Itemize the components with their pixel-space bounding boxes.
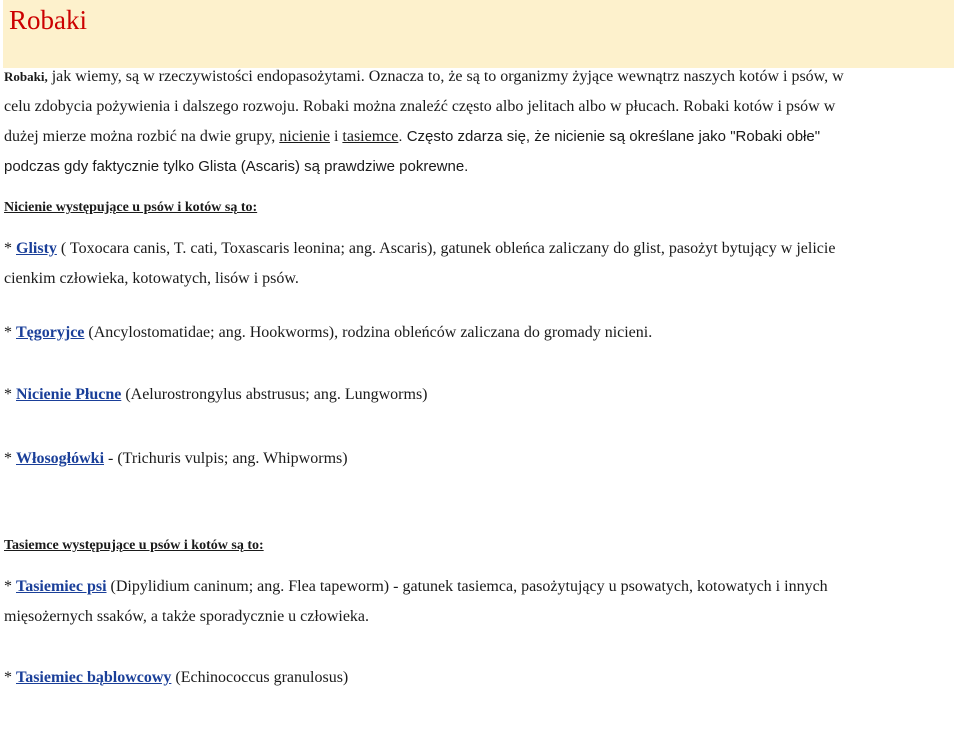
- bullet: *: [4, 386, 16, 403]
- item-text: (Echinococcus granulosus): [171, 669, 349, 686]
- list-item-wlosoglowki: [4, 444, 950, 474]
- link-tasiemiec-psi[interactable]: Tasiemiec psi: [16, 578, 107, 595]
- item-text: ( Toxocara canis, T. cati, Toxascaris leonina; ang. Ascaris), gatunek obleńca zaliczany do glist, pasożyt bytujący w jelicie: [56, 240, 836, 257]
- item-text: - (Trichuris vulpis; ang. Whipworms): [104, 450, 348, 467]
- bullet: *: [4, 578, 16, 595]
- item-text: (Dipylidium caninum; ang. Flea tapeworm) - gatunek tasiemca, pasożytujący u psowatych, kotowatych i innych: [106, 578, 828, 595]
- bullet: *: [4, 450, 16, 467]
- link-tasiemiec-bablowcowy[interactable]: Tasiemiec bąblowcowy: [16, 669, 172, 686]
- item-text-cont: cienkim człowieka, kotowatych, lisów i psów.: [4, 270, 299, 287]
- link-nicienie[interactable]: nicienie: [279, 128, 330, 145]
- intro-lead: Robaki,: [4, 69, 48, 84]
- bullet: *: [4, 669, 16, 686]
- intro-text-1: jak wiemy, są w rzeczywistości endopasożytami. Oznacza to, że są to organizmy żyjące wewnątrz naszych kotów i psów, w: [47, 68, 844, 85]
- list-item-tasiemiec-bablowcowy: [4, 663, 950, 693]
- list-item-nicienie-plucne: [4, 380, 950, 410]
- link-glisty[interactable]: Glisty: [16, 240, 57, 257]
- list-item-tasiemiec-psi: [4, 572, 950, 632]
- intro-text-4: podczas gdy faktycznie tylko Glista (Ascaris) są prawdziwe pokrewne.: [4, 158, 469, 175]
- bullet: *: [4, 240, 16, 257]
- link-tasiemce[interactable]: tasiemce: [342, 128, 399, 145]
- intro-text-2: celu zdobycia pożywienia i dalszego rozwoju. Robaki można znaleźć często albo jelitach albo w płucach. Robaki kotów i psów w: [4, 98, 836, 115]
- item-text: (Ancylostomatidae; ang. Hookworms), rodzina obleńców zaliczana do gromady nicieni.: [84, 324, 653, 341]
- intro-text-3b: . Często zdarza się, że nicienie są określane jako "Robaki obłe": [398, 128, 821, 145]
- article-body: [4, 60, 950, 693]
- link-nicienie-plucne[interactable]: Nicienie Płucne: [16, 386, 122, 403]
- bullet: *: [4, 324, 16, 341]
- title-banner: [3, 0, 954, 68]
- nematodes-heading: Nicienie występujące u psów i kotów są to:: [4, 200, 258, 215]
- link-wlosoglowki[interactable]: Włosogłówki: [16, 450, 105, 467]
- list-item-tegoryjce: [4, 318, 950, 348]
- link-tegoryjce[interactable]: Tęgoryjce: [16, 324, 85, 341]
- item-text: (Aelurostrongylus abstrusus; ang. Lungworms): [121, 386, 428, 403]
- list-item-glisty: [4, 234, 950, 294]
- intro-text-3: dużej mierze można rozbić na dwie grupy,: [4, 128, 280, 145]
- tapeworms-heading: Tasiemce występujące u psów i kotów są to:: [4, 538, 264, 553]
- page-title: Robaki: [9, 5, 87, 35]
- intro-and: i: [329, 128, 343, 145]
- item-text-cont: mięsożernych ssaków, a także sporadycznie u człowieka.: [4, 608, 370, 625]
- intro-paragraph: [4, 62, 950, 182]
